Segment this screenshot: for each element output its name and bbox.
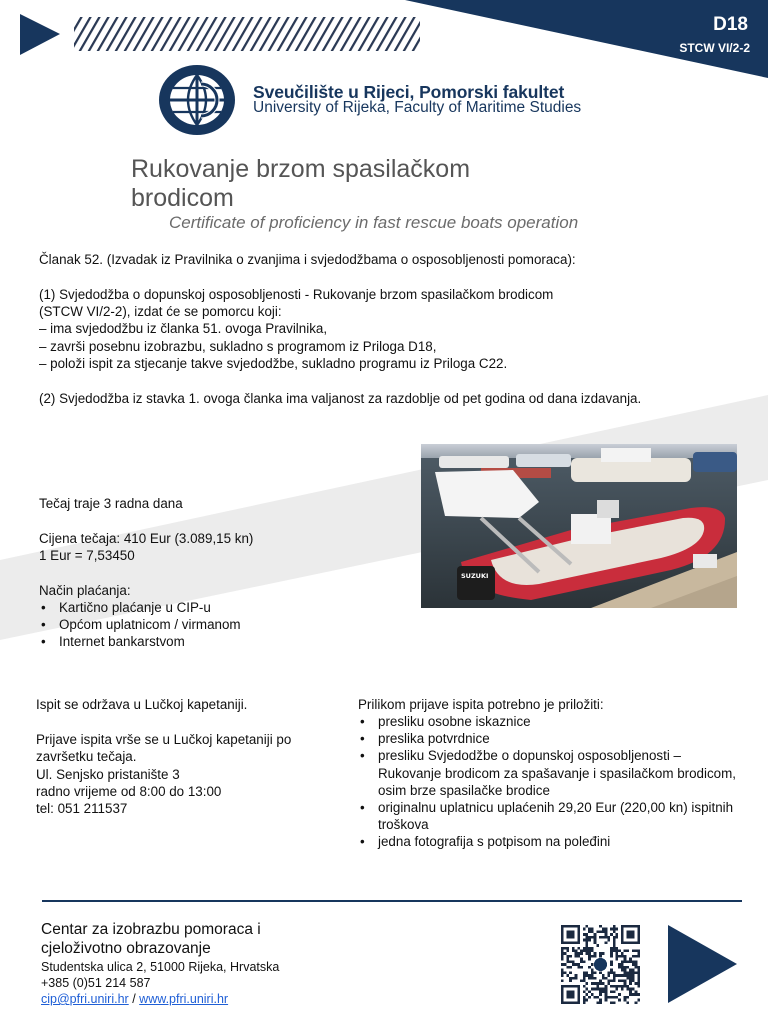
- bottom-right-triangle: [668, 925, 737, 1003]
- course-title: Rukovanje brzom spasilačkom brodicom: [131, 155, 471, 212]
- rescue-boat-photo: [421, 444, 737, 608]
- article-intro: Članak 52. (Izvadak iz Pravilnika o zvanjima i svjedodžbama o osposobljenosti pomoraca):: [39, 252, 576, 267]
- paragraph-1-line-2: (STCW VI/2-2), izdat će se pomorcu koji:: [39, 304, 282, 320]
- payment-method-item: • Internet bankarstvom: [39, 633, 241, 650]
- exam-location: Ispit se održava u Lučkoj kapetaniji.: [36, 697, 248, 712]
- qr-code[interactable]: [561, 925, 640, 1004]
- course-duration: Tečaj traje 3 radna dana: [39, 496, 183, 511]
- exam-phone: tel: 051 211537: [36, 801, 128, 816]
- documents-list: [358, 713, 743, 851]
- requirement-item: – ima svjedodžbu iz članka 51. ovoga Pravilnika,: [39, 321, 328, 337]
- document-item: • originalnu uplatnicu uplaćenih 29,20 Eur (220,00 kn) ispitnih troškova: [358, 799, 743, 833]
- footer-website-link[interactable]: www.pfri.uniri.hr: [139, 992, 229, 1006]
- university-name-hr: Sveučilište u Rijeci, Pomorski fakultet: [253, 82, 565, 102]
- university-name-en: University of Rijeka, Faculty of Maritime Studies: [253, 99, 582, 116]
- hatched-stripe: [74, 17, 420, 51]
- exam-hours: radno vrijeme od 8:00 do 13:00: [36, 784, 222, 799]
- document-item: • presliku osobne iskaznice: [358, 713, 743, 730]
- payment-title: Način plaćanja:: [39, 583, 131, 598]
- document-item: • presliku Svjedodžbe o dopunskoj osposobljenosti – Rukovanje brodicom za spašavanje i spasilačkom brodicom, osim brze spasilačke brodice: [358, 747, 743, 799]
- footer-center-name: Centar za izobrazbu pomoraca i cjeloživotno obrazovanje: [41, 921, 261, 957]
- course-subtitle: Certificate of proficiency in fast rescue boats operation: [169, 213, 579, 232]
- exchange-rate: 1 Eur = 7,53450: [39, 548, 135, 563]
- document-item: • preslika potvrdnice: [358, 730, 743, 747]
- course-price: Cijena tečaja: 410 Eur (3.089,15 kn): [39, 531, 254, 546]
- payment-methods-list: [39, 599, 241, 651]
- payment-method-item: • Kartično plaćanje u CIP-u: [39, 599, 241, 616]
- footer-separator: /: [132, 992, 136, 1006]
- course-code: D18: [713, 14, 748, 35]
- article-paragraph-2: (2) Svjedodžba iz stavka 1. ovoga članka ima valjanost za razdoblje od pet godina od dana izdavanja.: [39, 391, 642, 406]
- footer-email-link[interactable]: cip@pfri.uniri.hr: [41, 992, 129, 1006]
- exam-registration: Prijave ispita vrše se u Lučkoj kapetaniji po završetku tečaja.: [36, 732, 292, 765]
- top-left-triangle: [20, 14, 60, 55]
- documents-title: Prilikom prijave ispita potrebno je priložiti:: [358, 697, 604, 712]
- payment-method-item: • Općom uplatnicom / virmanom: [39, 616, 241, 633]
- requirement-item: – položi ispit za stjecanje takve svjedodžbe, sukladno programu iz Priloga C22.: [39, 355, 508, 371]
- requirement-item: – završi posebnu izobrazbu, sukladno s programom iz Priloga D18,: [39, 338, 437, 354]
- footer-divider: [42, 900, 742, 902]
- university-logo-icon: [157, 64, 237, 136]
- paragraph-1-line-1: (1) Svjedodžba o dopunskoj osposobljenosti - Rukovanje brzom spasilačkom brodicom: [39, 287, 554, 302]
- article-paragraph-1: [39, 286, 759, 372]
- engine-brand-label: SUZUKI: [461, 572, 489, 580]
- document-item: • jedna fotografija s potpisom na poleđini: [358, 833, 743, 850]
- footer-address: Studentska ulica 2, 51000 Rijeka, Hrvatska: [41, 960, 280, 974]
- stcw-code: STCW VI/2-2: [679, 41, 750, 55]
- exam-address: Ul. Senjsko pristanište 3: [36, 767, 180, 782]
- top-right-navy-shape: [405, 0, 768, 78]
- footer-phone: +385 (0)51 214 587: [41, 976, 151, 990]
- footer-links: [41, 992, 228, 1006]
